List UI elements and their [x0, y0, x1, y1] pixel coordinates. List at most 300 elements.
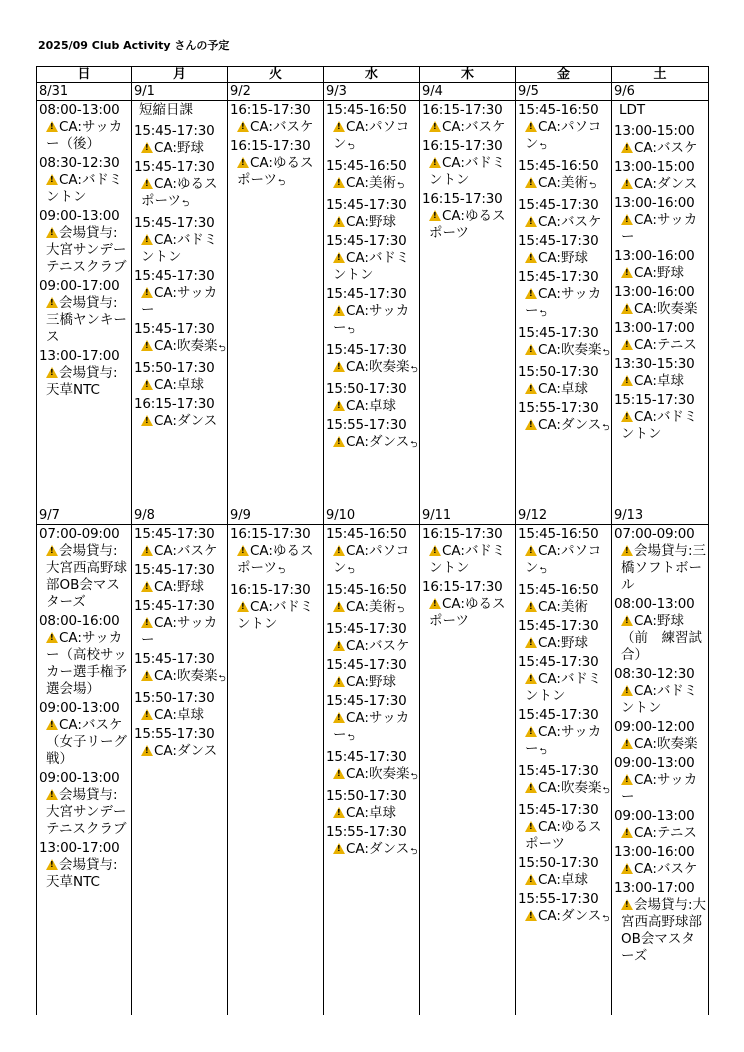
warning-icon — [525, 344, 537, 355]
calendar-event[interactable] — [518, 400, 611, 437]
date-row — [36, 507, 709, 525]
page-title: 2025/09 Club Activity さんの予定 — [38, 39, 230, 52]
event-title: CA:バドミントン — [46, 172, 123, 205]
event-time: 13:00-17:00 — [39, 840, 120, 856]
event-description — [614, 736, 708, 753]
event-time: 16:15-17:30 — [422, 526, 503, 542]
warning-icon — [46, 789, 58, 800]
event-time: 16:15-17:30 — [422, 102, 503, 118]
event-title: CA:ダンス — [538, 417, 602, 433]
warning-icon — [46, 632, 58, 643]
calendar-event[interactable] — [134, 726, 227, 760]
event-description — [39, 543, 131, 611]
calendar-event[interactable] — [518, 233, 611, 267]
calendar-event[interactable] — [39, 770, 131, 838]
day-cell[interactable] — [324, 101, 420, 507]
date-label[interactable]: 9/9 — [228, 507, 324, 525]
calendar-event[interactable] — [134, 396, 227, 430]
event-description — [614, 543, 708, 594]
event-title: CA:サッカー — [621, 772, 698, 805]
calendar-event[interactable] — [326, 381, 419, 415]
repeat-icon: ⮌ — [277, 178, 286, 188]
event-description — [614, 337, 708, 354]
event-time: 08:30-12:30 — [39, 155, 120, 171]
calendar-event[interactable] — [614, 755, 708, 806]
calendar-event[interactable] — [518, 102, 611, 156]
calendar-event[interactable] — [230, 138, 323, 192]
event-time: 15:45-17:30 — [134, 526, 215, 542]
day-cell[interactable] — [228, 525, 324, 1015]
event-description — [134, 743, 227, 760]
event-description — [614, 140, 708, 157]
calendar-event[interactable] — [326, 693, 419, 747]
repeat-icon: ⮌ — [347, 566, 355, 576]
event-time: 15:45-17:30 — [134, 321, 215, 337]
calendar-event[interactable] — [518, 364, 611, 398]
event-description — [326, 841, 419, 861]
event-time: 15:45-17:30 — [518, 233, 599, 249]
warning-icon — [429, 121, 441, 132]
date-label[interactable]: 9/7 — [36, 507, 132, 525]
day-cell[interactable] — [324, 525, 420, 1015]
event-description — [134, 377, 227, 394]
calendar-event[interactable] — [518, 763, 611, 800]
warning-icon — [621, 738, 633, 749]
event-title: CA:吹奏楽 — [538, 780, 602, 796]
event-time: 15:45-17:30 — [326, 286, 407, 302]
warning-icon — [621, 178, 633, 189]
event-time: 15:45-17:30 — [134, 562, 215, 578]
event-title: CA:卓球 — [154, 707, 204, 723]
calendar-event[interactable] — [518, 618, 611, 652]
calendar-event[interactable] — [422, 138, 515, 189]
warning-icon — [525, 419, 537, 430]
date-label[interactable]: 9/6 — [612, 83, 709, 101]
event-time: 15:45-16:50 — [518, 158, 599, 174]
calendar-event[interactable] — [422, 526, 515, 577]
calendar-event[interactable] — [614, 596, 708, 664]
calendar-event[interactable] — [518, 654, 611, 705]
event-description — [39, 857, 131, 891]
day-cell[interactable] — [36, 101, 132, 507]
event-description — [230, 119, 323, 136]
calendar-event[interactable] — [518, 197, 611, 231]
warning-icon — [621, 827, 633, 838]
calendar-event[interactable] — [134, 159, 227, 213]
event-time: 13:00-15:00 — [614, 123, 695, 139]
warning-icon — [525, 177, 537, 188]
event-time: 15:45-17:30 — [134, 215, 215, 231]
event-title: CA:吹奏楽 — [634, 301, 698, 317]
repeat-icon: ⮌ — [410, 772, 418, 782]
event-description — [518, 175, 611, 195]
event-time: 09:00-13:00 — [39, 700, 120, 716]
calendar-event[interactable] — [134, 123, 227, 157]
repeat-icon: ⮌ — [347, 326, 355, 336]
calendar-event[interactable] — [422, 579, 515, 630]
calendar-event[interactable] — [518, 269, 611, 323]
weekday-header: 月 — [132, 66, 228, 83]
weekday-header: 日 — [36, 66, 132, 83]
calendar-event[interactable] — [326, 582, 419, 619]
event-description — [230, 599, 323, 633]
event-title: CA:美術 — [346, 175, 396, 191]
event-description — [39, 172, 131, 206]
event-time: 16:15-17:30 — [230, 582, 311, 598]
warning-icon — [429, 157, 441, 168]
calendar-event[interactable] — [614, 356, 708, 390]
warning-icon — [621, 774, 633, 785]
event-time: 08:00-16:00 — [39, 613, 120, 629]
day-cell[interactable] — [420, 525, 516, 1015]
calendar-event[interactable] — [326, 197, 419, 231]
day-cell[interactable] — [516, 525, 612, 1015]
event-title: 会場貸与:大宮サンデーテニスクラブ — [46, 787, 127, 837]
event-description — [326, 250, 419, 284]
event-time: 15:45-17:30 — [134, 159, 215, 175]
event-title: CA:美術 — [346, 599, 396, 615]
event-description — [518, 819, 611, 853]
event-description — [614, 409, 708, 443]
calendar-event[interactable] — [39, 613, 131, 698]
day-note: 短縮日課 — [139, 102, 193, 118]
calendar-event[interactable] — [230, 582, 323, 633]
repeat-icon: ⮌ — [539, 309, 547, 319]
calendar-event[interactable] — [39, 102, 131, 153]
warning-icon — [621, 214, 633, 225]
event-description — [230, 543, 323, 580]
event-title: 会場貸与:天草NTC — [46, 857, 118, 890]
event-time: 16:15-17:30 — [422, 579, 503, 595]
calendar-event[interactable] — [326, 657, 419, 691]
calendar-event[interactable] — [614, 808, 708, 842]
calendar-event[interactable] — [614, 880, 708, 965]
event-description — [518, 872, 611, 889]
warning-icon — [141, 745, 153, 756]
event-description — [39, 119, 131, 153]
calendar-event[interactable] — [134, 690, 227, 724]
date-label[interactable]: 9/3 — [324, 83, 420, 101]
repeat-icon: ⮌ — [602, 914, 610, 924]
event-time: 09:00-17:00 — [39, 278, 120, 294]
calendar-event[interactable] — [39, 700, 131, 768]
event-description — [134, 338, 227, 358]
event-title: CA:サッカー（後） — [46, 119, 123, 152]
repeat-icon: ⮌ — [539, 747, 547, 757]
calendar-event[interactable] — [134, 598, 227, 649]
warning-icon — [525, 910, 537, 921]
event-title: CA:バドミントン — [237, 599, 314, 632]
calendar-event[interactable] — [614, 248, 708, 282]
event-description — [39, 225, 131, 276]
day-cell[interactable] — [228, 101, 324, 507]
event-time: 15:55-17:30 — [518, 891, 599, 907]
calendar-event[interactable] — [134, 268, 227, 319]
calendar-event[interactable] — [518, 526, 611, 580]
event-title: CA:テニス — [634, 337, 697, 353]
event-description — [614, 212, 708, 246]
week-row — [36, 101, 709, 507]
repeat-icon: ⮌ — [410, 440, 418, 450]
calendar-event[interactable] — [230, 526, 323, 580]
calendar-event[interactable] — [326, 749, 419, 786]
event-title: CA:ゆるスポーツ — [237, 155, 314, 188]
warning-icon — [621, 899, 633, 910]
event-title: CA:バドミントン — [429, 155, 506, 188]
warning-icon — [333, 640, 345, 651]
event-description — [518, 543, 611, 580]
warning-icon — [333, 177, 345, 188]
warning-icon — [141, 379, 153, 390]
weekday-header: 水 — [324, 66, 420, 83]
warning-icon — [141, 617, 153, 628]
warning-icon — [46, 719, 58, 730]
warning-icon — [333, 601, 345, 612]
calendar-event[interactable] — [422, 191, 515, 242]
event-time: 13:00-17:00 — [614, 320, 695, 336]
day-cell[interactable] — [132, 101, 228, 507]
event-title: CA:吹奏楽 — [154, 668, 218, 684]
event-description — [326, 398, 419, 415]
calendar-event[interactable] — [326, 102, 419, 156]
warning-icon — [429, 598, 441, 609]
warning-icon — [333, 121, 345, 132]
calendar-event[interactable] — [39, 840, 131, 891]
event-description — [614, 613, 708, 664]
event-description — [326, 710, 419, 747]
event-description — [134, 285, 227, 319]
calendar-event[interactable] — [614, 719, 708, 753]
calendar-event[interactable] — [326, 417, 419, 454]
event-description — [614, 861, 708, 878]
calendar-event[interactable] — [518, 582, 611, 616]
calendar-event[interactable] — [39, 278, 131, 346]
event-description — [326, 638, 419, 655]
event-title: CA:パソコン — [333, 543, 410, 576]
calendar-event[interactable] — [134, 360, 227, 394]
event-title: 会場貸与:大宮西高野球部OB会マスターズ — [46, 543, 127, 610]
calendar-event[interactable] — [39, 208, 131, 276]
calendar-event[interactable] — [134, 526, 227, 560]
event-title: CA:野球 — [346, 214, 396, 230]
event-description — [134, 615, 227, 649]
calendar-event[interactable] — [134, 651, 227, 688]
event-title: CA:美術 — [538, 599, 588, 615]
day-cell[interactable] — [420, 101, 516, 507]
calendar-event[interactable] — [614, 195, 708, 246]
event-time: 15:45-16:50 — [326, 582, 407, 598]
calendar-event[interactable] — [614, 392, 708, 443]
date-row — [36, 83, 709, 101]
weekday-header: 木 — [420, 66, 516, 83]
repeat-icon: ⮌ — [396, 605, 405, 615]
calendar-event[interactable] — [134, 321, 227, 358]
event-title: CA:バスケ — [442, 119, 506, 135]
day-cell[interactable] — [516, 101, 612, 507]
date-label[interactable]: 9/4 — [420, 83, 516, 101]
event-title: CA:バドミントン — [621, 683, 698, 716]
warning-icon — [46, 227, 58, 238]
calendar-event[interactable] — [326, 824, 419, 861]
warning-icon — [525, 637, 537, 648]
event-title: CA:ダンス — [154, 413, 218, 429]
event-title: CA:サッカー — [621, 212, 698, 245]
calendar-event[interactable] — [614, 123, 708, 157]
repeat-icon: ⮌ — [539, 566, 547, 576]
day-cell[interactable] — [612, 525, 709, 1015]
event-title: CA:ゆるスポーツ — [525, 819, 602, 852]
day-cell[interactable] — [612, 101, 709, 507]
calendar-event[interactable] — [518, 158, 611, 195]
warning-icon — [333, 252, 345, 263]
warning-icon — [141, 581, 153, 592]
event-time: 13:00-17:00 — [39, 348, 120, 364]
calendar-event[interactable] — [134, 215, 227, 266]
calendar-event[interactable] — [326, 286, 419, 340]
event-title: CA:吹奏楽 — [346, 359, 410, 375]
calendar-event[interactable] — [326, 233, 419, 284]
event-description — [518, 599, 611, 616]
event-time: 08:00-13:00 — [614, 596, 695, 612]
event-title: CA:サッカー — [333, 710, 410, 743]
event-title: CA:卓球 — [538, 872, 588, 888]
event-title: CA:バスケ — [634, 861, 698, 877]
warning-icon — [141, 178, 153, 189]
event-time: 15:45-17:30 — [134, 598, 215, 614]
event-time: 08:00-13:00 — [39, 102, 120, 118]
event-description — [326, 766, 419, 786]
event-description — [134, 707, 227, 724]
calendar-event[interactable] — [614, 666, 708, 717]
warning-icon — [237, 121, 249, 132]
warning-icon — [621, 142, 633, 153]
date-label[interactable]: 9/10 — [324, 507, 420, 525]
event-title: CA:ゆるスポーツ — [141, 176, 218, 209]
event-time: 16:15-17:30 — [134, 396, 215, 412]
calendar-event[interactable] — [39, 348, 131, 399]
calendar-event[interactable] — [614, 526, 708, 594]
warning-icon — [621, 375, 633, 386]
calendar-event[interactable] — [518, 802, 611, 853]
event-time: 15:45-17:30 — [326, 749, 407, 765]
day-cell[interactable] — [36, 525, 132, 1015]
event-title: CA:ダンス — [346, 841, 410, 857]
calendar-event[interactable] — [326, 158, 419, 195]
event-title: CA:野球 — [538, 250, 588, 266]
warning-icon — [621, 545, 633, 556]
event-title: CA:ダンス — [346, 434, 410, 450]
calendar-event[interactable] — [518, 891, 611, 928]
calendar-event[interactable] — [422, 102, 515, 136]
event-time: 15:45-17:30 — [518, 707, 599, 723]
day-cell[interactable] — [132, 525, 228, 1015]
event-time: 15:45-16:50 — [326, 526, 407, 542]
calendar-event[interactable] — [518, 325, 611, 362]
warning-icon — [525, 821, 537, 832]
calendar-event[interactable] — [326, 621, 419, 655]
calendar-event[interactable] — [614, 320, 708, 354]
event-description — [614, 265, 708, 282]
warning-icon — [237, 601, 249, 612]
calendar-event[interactable] — [134, 562, 227, 596]
event-title: CA:パソコン — [525, 543, 602, 576]
event-time: 15:55-17:30 — [326, 824, 407, 840]
event-description — [134, 176, 227, 213]
event-title: CA:卓球 — [538, 381, 588, 397]
repeat-icon: ⮌ — [218, 344, 226, 354]
calendar-event[interactable] — [518, 855, 611, 889]
calendar-event[interactable] — [614, 159, 708, 193]
date-label[interactable]: 9/13 — [612, 507, 709, 525]
event-title: CA:ダンス — [154, 743, 218, 759]
event-time: 15:45-17:30 — [134, 268, 215, 284]
date-label[interactable]: 9/2 — [228, 83, 324, 101]
event-time: 15:55-17:30 — [518, 400, 599, 416]
event-title: CA:サッカー — [141, 285, 218, 318]
calendar-event[interactable] — [326, 342, 419, 379]
date-label[interactable]: 8/31 — [36, 83, 132, 101]
event-description — [614, 176, 708, 193]
event-time: 15:50-17:30 — [134, 690, 215, 706]
event-title: CA:パソコン — [525, 119, 602, 152]
date-label[interactable]: 9/8 — [132, 507, 228, 525]
event-time: 07:00-09:00 — [39, 526, 120, 542]
calendar-event[interactable] — [518, 707, 611, 761]
repeat-icon: ⮌ — [602, 348, 610, 358]
event-description — [134, 232, 227, 266]
calendar-event[interactable] — [39, 526, 131, 611]
event-time: 15:45-16:50 — [326, 102, 407, 118]
event-description — [326, 674, 419, 691]
event-description — [326, 599, 419, 619]
event-description — [39, 295, 131, 346]
repeat-icon: ⮌ — [277, 566, 286, 576]
event-description — [134, 543, 227, 560]
event-description — [614, 373, 708, 390]
date-label[interactable]: 9/12 — [516, 507, 612, 525]
event-time: 16:15-17:30 — [422, 191, 503, 207]
warning-icon — [333, 400, 345, 411]
event-title: CA:サッカー（高校サッカー選手権予選会場） — [46, 630, 127, 697]
calendar-event[interactable] — [326, 788, 419, 822]
calendar-event[interactable] — [39, 155, 131, 206]
event-time: 15:55-17:30 — [326, 417, 407, 433]
warning-icon — [525, 601, 537, 612]
date-label[interactable]: 9/5 — [516, 83, 612, 101]
warning-icon — [525, 874, 537, 885]
repeat-icon: ⮌ — [539, 142, 547, 152]
event-title: CA:サッカー — [333, 303, 410, 336]
event-description — [518, 119, 611, 156]
event-time: 15:45-17:30 — [518, 654, 599, 670]
calendar-event[interactable] — [614, 284, 708, 318]
event-time: 15:45-17:30 — [326, 621, 407, 637]
event-title: CA:サッカー — [525, 286, 602, 319]
repeat-icon: ⮌ — [347, 733, 355, 743]
event-time: 15:50-17:30 — [518, 364, 599, 380]
date-label[interactable]: 9/11 — [420, 507, 516, 525]
event-title: CA:野球 — [154, 579, 204, 595]
event-time: 15:45-17:30 — [518, 325, 599, 341]
event-title: CA:野球（前 練習試合） — [621, 613, 702, 663]
calendar-event[interactable] — [614, 844, 708, 878]
calendar-event[interactable] — [230, 102, 323, 136]
calendar-event[interactable] — [326, 526, 419, 580]
event-time: 15:45-17:30 — [518, 269, 599, 285]
event-description — [614, 897, 708, 965]
date-label[interactable]: 9/1 — [132, 83, 228, 101]
warning-icon — [141, 545, 153, 556]
